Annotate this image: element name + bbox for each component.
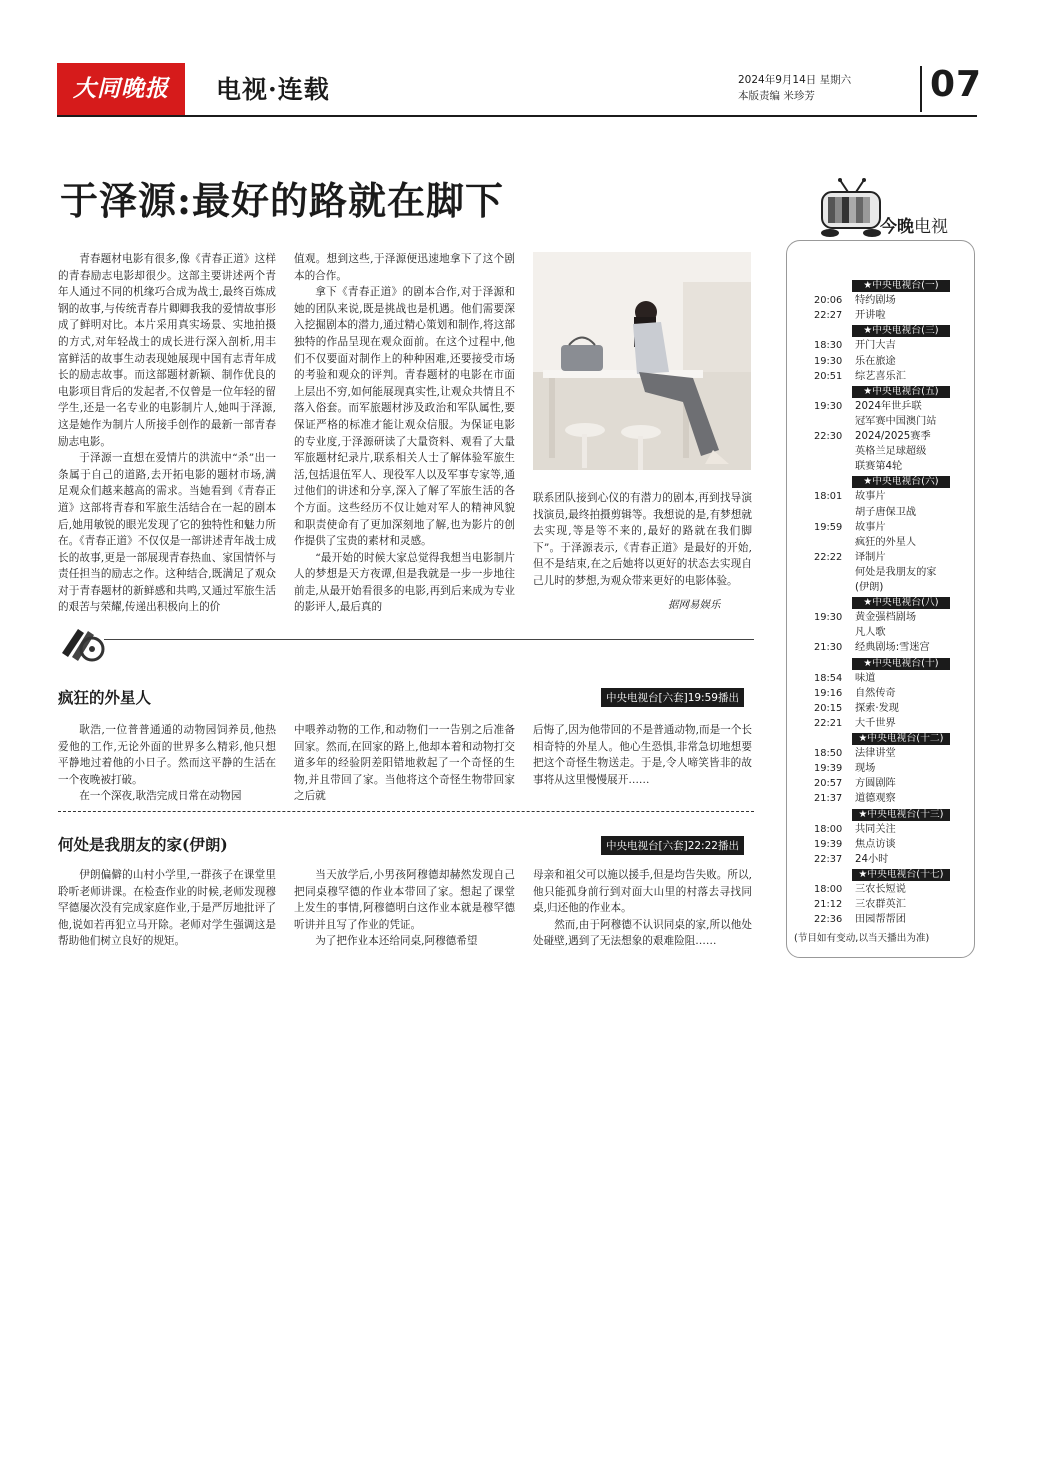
program-name: 24小时 — [855, 854, 889, 865]
program-name: 黄金强档剧场 — [855, 612, 917, 623]
program-name: 自然传奇 — [855, 688, 896, 699]
program-name: 综艺喜乐汇 — [855, 371, 906, 382]
program-time: 19:30 — [814, 401, 843, 412]
dashed-divider — [58, 811, 754, 812]
film-reel-icon — [58, 623, 106, 663]
program-name: (伊朗) — [855, 582, 884, 593]
paragraph: 值观。想到这些,于泽源便迅速地拿下了这个剧本的合作。 — [294, 253, 515, 282]
program-name: 共同关注 — [855, 824, 896, 835]
program-time: 18:01 — [814, 491, 843, 502]
channel-header: ★中央电视台(五) — [852, 386, 950, 398]
program-name: 方圆剧阵 — [855, 778, 896, 789]
program-time: 20:51 — [814, 371, 843, 382]
channel-header: ★中央电视台(十三) — [852, 809, 950, 821]
program-name: 联赛第4轮 — [855, 461, 903, 472]
header-rule — [57, 115, 977, 117]
broadcast-tag: 中央电视台[六套]22:22播出 — [601, 836, 744, 855]
listings-title — [880, 212, 948, 237]
paragraph: “最开始的时候大家总觉得我想当电影制片人的梦想是天方夜谭,但是我就是一步一步地往前走,从最开始看很多的电影,再到后来成为专业的影评人,最后真的 — [294, 551, 515, 614]
program-name: 冠军赛中国澳门站 — [855, 416, 937, 427]
page-editor: 本版责编 米珍芳 — [738, 90, 815, 102]
issue-date: 2024年9月14日 星期六 — [738, 74, 852, 86]
section-title: 电视·连载 — [216, 75, 330, 104]
paragraph: 为了把作业本还给同桌,阿穆德希望 — [315, 935, 478, 948]
program-time: 18:50 — [814, 748, 843, 759]
article-column-1 — [58, 251, 276, 616]
program-time: 18:00 — [814, 824, 843, 835]
program-name: 三农长短说 — [855, 884, 906, 895]
program-time: 19:39 — [814, 763, 843, 774]
program-title: 疯狂的外星人 — [58, 688, 152, 707]
program-title: 何处是我朋友的家(伊朗) — [58, 835, 228, 854]
paragraph: 联系团队接到心仪的有潜力的剧本,再到找导演找演员,最终拍摄剪辑等。我想说的是,有梦想就去实现,等是等不来的,最好的路就在我们脚下”。于泽源表示,《青春正道》是最好的开始,但不是结束,在之后她将以更好的状态去实现自己儿时的梦想,为观众带来更好的电影体验。 — [533, 492, 752, 587]
program-name: 开门大吉 — [855, 340, 896, 351]
section-divider — [104, 639, 754, 640]
article-source: 据网易娱乐 — [668, 599, 721, 611]
channel-header: ★中央电视台(一) — [852, 280, 950, 292]
program-name: 故事片 — [855, 522, 886, 533]
article-column-2 — [294, 251, 515, 616]
article-headline: 于泽源:最好的路就在脚下 — [60, 178, 505, 223]
channel-header: ★中央电视台(十) — [852, 658, 950, 670]
program-time: 20:06 — [814, 295, 843, 306]
program-time: 19:16 — [814, 688, 843, 699]
article-photo — [533, 252, 751, 470]
paragraph: 青春题材电影有很多,像《青春正道》这样的青春励志电影却很少。这部主要讲述两个青年人通过不同的机缘巧合成为战士,最终百炼成钢的故事,与传统青春片卿卿我我的爱情故事形成了鲜明对比。本片采用真实场景、实地拍摄的方式,对年轻战士的成长进行深入剖析,用丰富鲜活的故事生动表现她展现中国有志青年成长的励志故事。而这部题材新颖、制作优良的电影项目背后的发起者,不仅曾是一位年轻的留学生,还是一名专业的电影制片人,她叫于泽源,这是她作为制片人所接手创作的最新一部青春励志电影。 — [58, 253, 276, 448]
broadcast-tag: 中央电视台[六套]19:59播出 — [601, 688, 744, 707]
program-time: 18:00 — [814, 884, 843, 895]
program-name: 乐在旅途 — [855, 356, 896, 367]
program-name: 凡人歌 — [855, 627, 886, 638]
program-time: 21:37 — [814, 793, 843, 804]
program-time: 22:21 — [814, 718, 843, 729]
program-column-1 — [58, 867, 276, 950]
program-time: 21:30 — [814, 642, 843, 653]
program-column-1 — [58, 722, 276, 805]
header-divider — [920, 66, 922, 112]
paragraph: 于泽源一直想在爱情片的洪流中“杀”出一条属于自己的道路,去开拓电影的题材市场,满足观众们越来越高的需求。当她看到《青春正道》这部将青春和军旅生活结合在一起的剧本后,她用敏锐的眼光发现了它的独特性和魅力所在。《青春正道》不仅仅是一部讲述青年战士成长的故事,更是一部展现青春热血、家国情怀与责任担当的励志之作。这种结合,既满足了观众对于青春题材的新鲜感和共鸣,又通过军旅生活的艰苦与荣耀,传递出积极向上的价 — [58, 452, 276, 614]
program-time: 18:30 — [814, 340, 843, 351]
program-column-3 — [533, 722, 752, 788]
program-name: 疯狂的外星人 — [855, 537, 917, 548]
listings-title-bold: 今晚 — [880, 217, 914, 237]
paragraph: 中喂养动物的工作,和动物们一一告别之后准备回家。然而,在回家的路上,他却本着和动物打交道多年的经验阴差阳错地救起了一个奇怪的生物,并且带回了家。当他将这个奇怪生物带回家之后就 — [294, 724, 515, 803]
program-name: 2024年世乒联 — [855, 401, 922, 412]
channel-header: ★中央电视台(八) — [852, 597, 950, 609]
listings-title-rest: 电视 — [914, 217, 948, 237]
program-name: 胡子唐保卫战 — [855, 507, 917, 518]
program-time: 20:15 — [814, 703, 843, 714]
program-time: 19:39 — [814, 839, 843, 850]
program-name: 2024/2025赛季 — [855, 431, 931, 442]
program-time: 19:30 — [814, 356, 843, 367]
program-name: 法律讲堂 — [855, 748, 896, 759]
program-name: 道德观察 — [855, 793, 896, 804]
article-column-3 — [533, 490, 752, 590]
program-time: 19:30 — [814, 612, 843, 623]
program-time: 22:36 — [814, 914, 843, 925]
paragraph: 后悔了,因为他带回的不是普通动物,而是一个长相奇特的外星人。他心生恐惧,非常急切地想要把这个奇怪生物送走。于是,令人啼笑皆非的故事将从这里慢慢展开…… — [533, 724, 752, 786]
paragraph: 拿下《青春正道》的剧本合作,对于泽源和她的团队来说,既是挑战也是机遇。他们需要深入挖掘剧本的潜力,通过精心策划和制作,将这部独特的作品呈现在观众面前。在这个过程中,他们不仅要面对制作上的种种困难,还要接受市场的考验和观众的评判。青春题材的电影在市面上层出不穷,如何能展现真实性,让观众共情且不落入俗套。而军旅题材涉及政治和军队属性,要保证严格的标准才能让观众信服。为保证电影的专业度,于泽源研读了大量资料、观看了大量军旅题材纪录片,联系相关人士了解体验军旅生活,包括退伍军人、现役军人以及军事专家等,通过他们的讲述和分享,深入了解了军旅生活的各个方面。这些经历不仅让她对军人的精神风貌和职责使命有了更加深刻地了解,也为影片的创作提供了宝贵的素材和灵感。 — [294, 286, 515, 548]
program-column-3 — [533, 867, 752, 950]
program-time: 18:54 — [814, 673, 843, 684]
program-name: 大千世界 — [855, 718, 896, 729]
channel-header: ★中央电视台(六) — [852, 476, 950, 488]
program-name: 味道 — [855, 673, 876, 684]
paragraph: 然而,由于阿穆德不认识同桌的家,所以他处处碰壁,遇到了无法想象的艰难险阻…… — [533, 918, 752, 948]
photo-illustration — [533, 252, 751, 470]
paragraph: 当天放学后,小男孩阿穆德却赫然发现自己把同桌穆罕德的作业本带回了家。想起了课堂上发生的事情,阿穆德明白这作业本就是穆罕德听讲并且写了作业的凭证。 — [294, 869, 515, 931]
program-name: 田园帮帮团 — [855, 914, 906, 925]
program-time: 22:22 — [814, 552, 843, 563]
program-name: 英格兰足球超级 — [855, 446, 927, 457]
program-time: 19:59 — [814, 522, 843, 533]
paragraph: 在一个深夜,耿浩完成日常在动物园 — [79, 790, 242, 803]
program-time: 22:27 — [814, 310, 843, 321]
program-name: 故事片 — [855, 491, 886, 502]
program-column-2 — [294, 867, 515, 950]
program-time: 22:30 — [814, 431, 843, 442]
program-name: 特约剧场 — [855, 295, 896, 306]
program-time: 21:12 — [814, 899, 843, 910]
newspaper-logo: 大同晚报 — [57, 63, 185, 115]
paragraph: 母亲和祖父可以施以援手,但是均告失败。所以,他只能孤身前行到对面大山里的村落去寻找同桌,归还他的作业本。 — [533, 869, 752, 915]
paragraph: 伊朗偏僻的山村小学里,一群孩子在课堂里聆听老师讲课。在检查作业的时候,老师发现穆罕德屡次没有完成家庭作业,于是严厉地批评了他,说如若再犯立马开除。老师对学生强调这是帮助他们树立良好的规矩。 — [58, 869, 276, 948]
program-name: 开讲啦 — [855, 310, 886, 321]
channel-header: ★中央电视台(十七) — [852, 869, 950, 881]
program-column-2 — [294, 722, 515, 805]
program-name: 译制片 — [855, 552, 886, 563]
program-time: 22:37 — [814, 854, 843, 865]
program-time: 20:57 — [814, 778, 843, 789]
program-name: 经典剧场:雪迷宫 — [855, 642, 930, 653]
program-name: 探索·发现 — [855, 703, 899, 714]
channel-header: ★中央电视台(十二) — [852, 733, 950, 745]
channel-header: ★中央电视台(三) — [852, 325, 950, 337]
program-name: 现场 — [855, 763, 876, 774]
television-icon — [818, 178, 886, 238]
paragraph: 耿浩,一位普普通通的动物园饲养员,他热爱他的工作,无论外面的世界多么精彩,他只想平静地过着他的小日子。然而这平静的生活在一个夜晚被打破。 — [58, 724, 276, 786]
page-number: 07 — [930, 64, 983, 105]
listings-note: (节目如有变动,以当天播出为准) — [794, 933, 930, 944]
program-name: 焦点访谈 — [855, 839, 896, 850]
program-name: 何处是我朋友的家 — [855, 567, 937, 578]
program-name: 三农群英汇 — [855, 899, 906, 910]
